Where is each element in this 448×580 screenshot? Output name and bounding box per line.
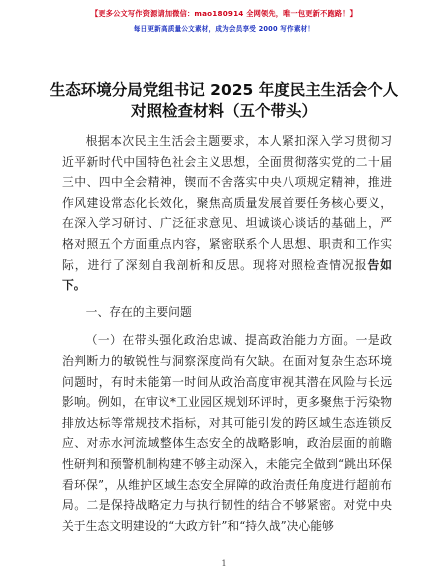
intro-paragraph	[62, 131, 392, 296]
document-body	[62, 131, 392, 536]
promo-line-wechat: 【更多公文写作资源请加微信：mao180914 全网领先，唯一包更新不跑路！】	[90, 9, 358, 18]
intro-text: 根据本次民主生活会主题要求，本人紧扣深入学习贯彻习近平新时代中国特色社会主义思想，全面贯彻落实党的二十届三中、四中全会精神，锲而不舍落实中央八项规定精神，推进作风建设常态化长效化，聚焦高质量发展首要任务核心要义，在深入学习研讨、广泛征求意见、坦诚谈心谈话的基础上，严格对照五个方面重点内容，紧密联系个人思想、职责和工作实际，进行了深刻自我剖析和反思。现将对照检查情况报	[62, 134, 392, 272]
problem-paragraph-1: （一）在带头强化政治忠诚、提高政治能力方面。一是政治判断力的敏锐性与洞察深度尚有欠缺。在面对复杂生态环境问题时，有时未能第一时间从政治高度审视其潜在风险与长远影响。例如，在审议*工业园区规划环评时，更多聚焦于污染物排放达标等常规技术指标，对其可能引发的跨区域生态连锁反应、对赤水河流域整体生态安全的战略影响，政治层面的前瞻性研判和预警机制构建不够主动深入，未能完全做到“跳出环保看环保”，从维护区域生态安全屏障的政治责任角度进行超前布局。二是保持战略定力与执行韧性的结合不够紧密。对党中央关于生态文明建设的“大政方针”和“持久战”决心能够	[62, 333, 392, 533]
promo-banner	[0, 9, 448, 33]
page-number: 1	[221, 559, 227, 568]
section-heading: 一、存在的主要问题	[85, 304, 192, 319]
document-title: 生态环境分局党组书记 2025 年度民主生活会个人对照检查材料（五个带头）	[49, 81, 399, 120]
intro-bold-text: 告如下。	[62, 257, 392, 293]
promo-line-membership: 每日更新高质量公文素材，成为会员享受 2000 写作素材！	[133, 25, 315, 33]
